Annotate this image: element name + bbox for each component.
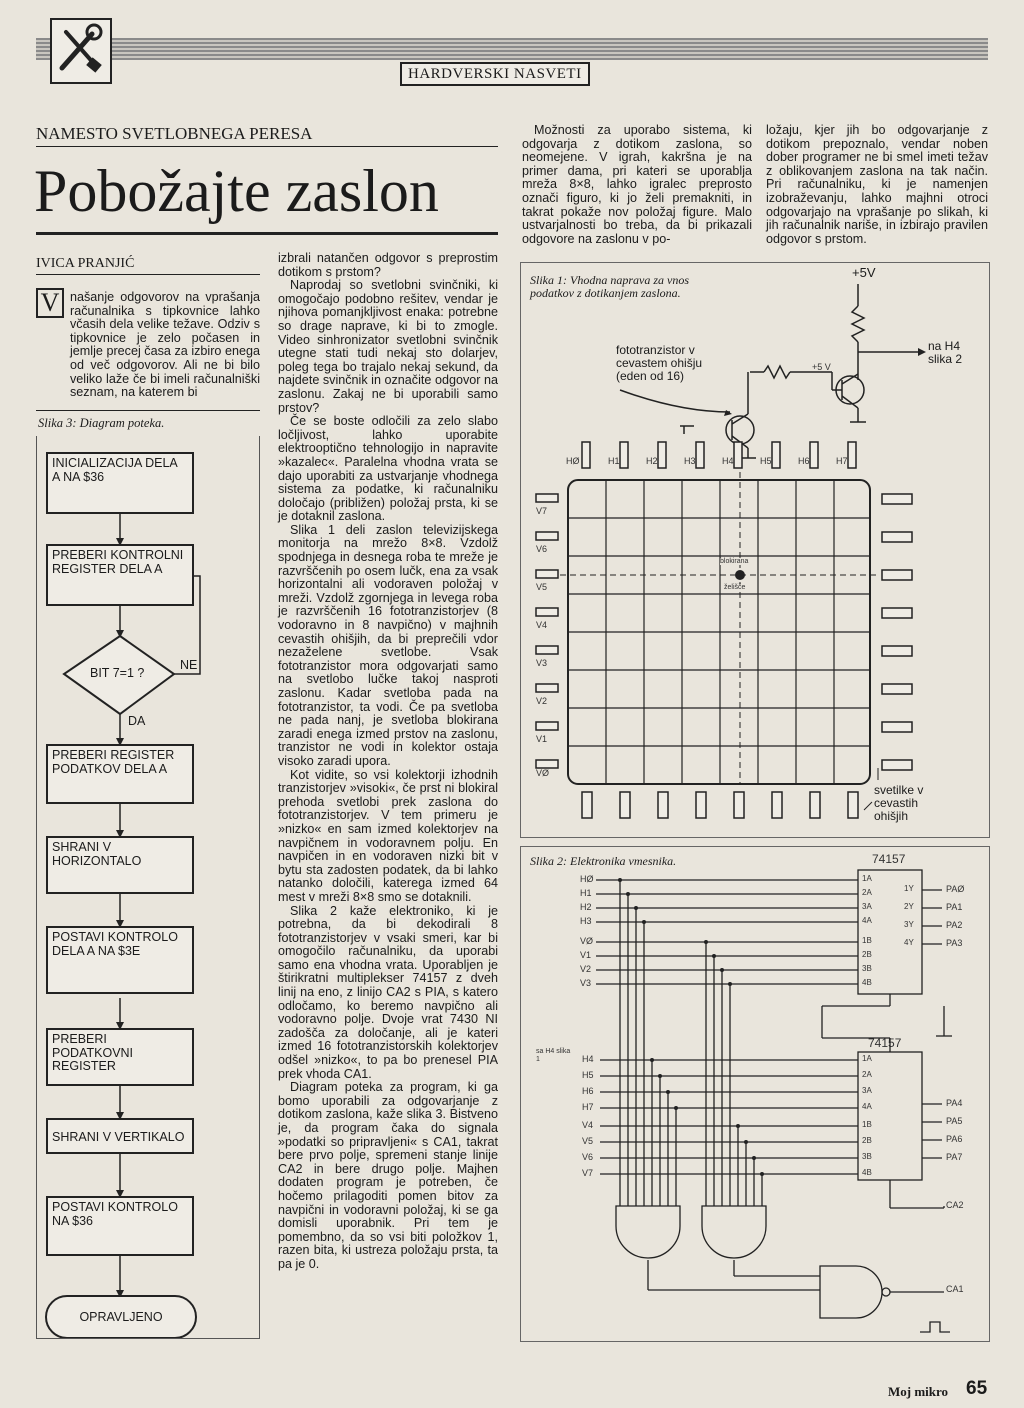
fig2-out-pa7: PA7 <box>946 1152 963 1162</box>
fig2-pin-4b: 4B <box>862 978 872 987</box>
footer-page-number: 65 <box>966 1378 988 1399</box>
article-col4: ložaju, kjer jih bo odgovarjanje z dotikom prepoznalo, vendar noben dober programer ne bi smel imeti težav z oblikovanjem zaslona na tak način. Pri računalniku, ki je namenjen izobraževanju, lahko majhni otroci odgovarjajo na vprašanje po slikah, ki jih računalnik nariše, in izbirajo pravilen odgovor s prstom. <box>766 123 988 246</box>
fig2-in-h1: H1 <box>580 888 592 898</box>
fig2-pin2-2a: 2A <box>862 1070 872 1079</box>
fig3-rule <box>36 410 260 411</box>
fig2-pin-3y: 3Y <box>904 920 914 929</box>
flow-box-2: PREBERI KONTROLNI REGISTER DELA A <box>46 544 194 606</box>
fig2-pin-2a: 2A <box>862 888 872 897</box>
fig1-v-label-4: V4 <box>536 620 548 630</box>
fig1-blocked: blokirana <box>720 558 749 565</box>
fig1-v-label-0: VØ <box>536 768 550 778</box>
fig1-h-label-6: H6 <box>798 456 810 466</box>
fig1-v-label-1: V1 <box>536 734 548 744</box>
fig2-in-v3: V3 <box>580 978 592 988</box>
fig1-h-label-1: H1 <box>608 456 620 466</box>
fig2-h4-note: sa H4 slika 1 <box>536 1048 571 1063</box>
fig2-chip-bottom-label: 74157 <box>868 1036 902 1050</box>
fig2-pin-1b: 1B <box>862 936 872 945</box>
article-col2: izbrali natančen odgovor s preprostim dotikom s prstom? Naprodaj so svetlobni svinčniki, ki omogočajo podobno rešitev, vendar je njihova pomanjkljivost enaka: potrebne so drage naprave, ki bi to zmogle. Video sinhronizator svetlobni svinčnik utegne stati tudi nekaj sto dolarjev, poleg tega bo trajalo nekaj sekund, da najdete svinčnik in označite odgovor na zaslonu. Zakaj ne bi uporabili samo prstov? Če se boste odločili za zelo slabo ločljivost, lahko uporabite elektrooptično tehnologijo in napravite »kazalec«. Paralelna vhodna vrata se dajo uporabiti za ustvarjanje vhodnega sistema za podatke, ki računalniku določajo (približen) položaj prsta, ki se je dotaknil zaslona. Slika 1 deli zaslon televizijskega monitorja na mrežo 8×8. Vzdolž spodnjega in desnega roba te mreže je razvrščenih po osem lučk, ena za vsak horizontalni ali vodoraven položaj v mreži. Vzdolž zgornjega in levega roba je razvrščenih 16 fototranzistorjev (8 vodoravno in 8 navpično) v majhnih cevastih ohišjih, da bi preprečili vdor nezaželene svetlobe. Vsak fototranzistor mora odgovarjati samo na svetlobo lučke takoj nasproti zaslonu. Kadar svetloba pada na fototranzistor, ta vodi. Če pa svetloba ne pada nanj, je svetloba blokirana zaradi enega izmed prstov na zaslonu, tranzistor ne vodi in kolektor ostaja visoko zaradi upora. Kot vidite, so vsi kolektorji izhodnih tranzistorjev »visoki«, če prst ni blokiral prehoda svetlobi prek zaslona do fototranzistorjev. V tem primeru je »nizko« en sam izmed kolektorjev na navpičnem in vodoravnem polju. En navpičen in en vodoraven nizki bit v bytu sta zadosten podatek, da bi lahko natanko določili, katerega izmed 64 mest v mreži 8×8 smo se dotaknili. Slika 2 kaže elektroniko, ki je potrebna, da bi dekodirali 8 fototranzistorjev v vsaki smeri, kar bi omogočilo računalniku, da uporabi samo ena vhodna vrata. Uporabljen je štirikratni multiplekser 74157 z dveh linij na eno, z linijo CA2 s PIA, s katero odločamo, ko beremo navpično ali vodoravno polje. Dvoje vrat 7430 NI zadošča za določanje, ali je kateri izmed 16 fototranzistorskih kolektorjev odšel »nizko«, to pa bo prenesel PIA prek vhoda CA1. Diagram poteka za program, ki ga bomo uporabili za odgovarjanje z dotikom zaslona, kaže slika 3. Bistveno je, da program čaka do signala »podatki so pripravljeni« s CA1, takrat bere prvo polje, spremeni stanje linije CA2 in bere drugo polje. Majhen dodaten program je potreben, če hočemo prilagoditi pomen bitov za navpični in vodoravni položaj, ki se ga domisli uporabnik. Pri tem je pomembno, da so vsi biti položkov 1, razen bita, ki ustreza položaju prsta, ta pa je 0. <box>278 251 498 1271</box>
fig2-in-v2: V2 <box>580 964 592 974</box>
fig2-in-v6: V6 <box>582 1152 594 1162</box>
fig2-in-v4: V4 <box>582 1120 594 1130</box>
fig2-pin-2y: 2Y <box>904 902 914 911</box>
fig1-v-label-5: V5 <box>536 582 548 592</box>
fig2-pin-2b: 2B <box>862 950 872 959</box>
fig1-out-label: na H4 slika 2 <box>928 339 963 366</box>
fig2-out-pa2: PA2 <box>946 920 963 930</box>
fig2-pin2-2b: 2B <box>862 1136 872 1145</box>
fig2-in-h5: H5 <box>582 1070 594 1080</box>
flow-end: OPRAVLJENO <box>79 1310 163 1324</box>
fig2-caption: Slika 2: Elektronika vmesnika. <box>530 854 677 868</box>
fig2-in-h7: H7 <box>582 1102 594 1112</box>
fig2-in-v7: V7 <box>582 1168 594 1178</box>
fig2-in-v5: V5 <box>582 1136 594 1146</box>
fig2-pin-4a: 4A <box>862 916 872 925</box>
fig2-out-pa1: PA1 <box>946 902 963 912</box>
tools-logo-icon <box>50 18 112 84</box>
flow-no: NE <box>180 658 198 672</box>
fig1-v-label-2: V2 <box>536 696 548 706</box>
fig2-out-pa5: PA5 <box>946 1116 963 1126</box>
flow-box-6: PREBERI PODATKOVNI REGISTER <box>46 1028 194 1086</box>
fig1-caption: Slika 1: Vhodna naprava za vnos podatkov z dotikanjem zaslona. <box>530 273 689 300</box>
fig1-h-label-0: HØ <box>566 456 580 466</box>
fig2-in-h0: HØ <box>580 874 594 884</box>
article-col3: Možnosti za uporabo sistema, ki odgovarja z dotikom zaslona, so neomejene. V igrah, kakršna je na primer dama, pri kateri se uporablja mreža 8×8, lahko igralec preprosto označi figuro, ki jo želi premakniti, in takrat pokaže nov položaj figure. Malo ustvarjalnosti bo treba, da bi prikazali odgovore na zaslonu v po- <box>522 123 752 246</box>
fig1-schematic <box>520 262 988 836</box>
fig2-in-v0: VØ <box>580 936 594 946</box>
page-title: Pobožajte zaslon <box>34 158 439 224</box>
fig2-in-h3: H3 <box>580 916 592 926</box>
fig1-vcc-small: +5 V <box>812 362 831 372</box>
fig2-in-h6: H6 <box>582 1086 594 1096</box>
kicker-rule <box>36 146 498 147</box>
fig2-in-h4: H4 <box>582 1054 594 1064</box>
flow-box-5: POSTAVI KONTROLO DELA A NA $3E <box>46 926 194 994</box>
flow-box-8: POSTAVI KONTROLO NA $36 <box>46 1196 194 1256</box>
fig2-chip-top-label: 74157 <box>872 852 906 866</box>
fig1-lamp-note: svetilke v cevastih ohišjih <box>874 783 924 823</box>
flow-box-1: INICIALIZACIJA DELA A NA $36 <box>46 452 194 514</box>
flow-yes: DA <box>128 714 146 728</box>
fig2-in-v1: V1 <box>580 950 592 960</box>
fig2-pin-1y: 1Y <box>904 884 914 893</box>
fig2-pin2-4b: 4B <box>862 1168 872 1177</box>
fig1-v-label-6: V6 <box>536 544 548 554</box>
fig1-h-label-7: H7 <box>836 456 848 466</box>
section-label: HARDVERSKI NASVETI <box>400 62 590 86</box>
fig1-h-label-5: H5 <box>760 456 772 466</box>
fig3-caption: Slika 3: Diagram poteka. <box>38 416 165 430</box>
kicker: NAMESTO SVETLOBNEGA PERESA <box>36 124 313 143</box>
flow-decision: BIT 7=1 ? <box>90 666 145 680</box>
fig2-pin2-3a: 3A <box>862 1086 872 1095</box>
fig2-ca2: CA2 <box>946 1200 964 1210</box>
header-bar <box>36 38 988 60</box>
article-col1: našanje odgovorov na vprašanja računalnika s tipkovnice lahko včasih dela velike težave. Odziv s tipkovnice je zelo počasen in jemlje precej časa za izbiro enega od več odgovorov. Ali ne bi bilo veliko laže če bi imeli računalniški seznam, na katerem bi <box>70 290 260 400</box>
fig1-h-label-2: H2 <box>646 456 658 466</box>
fig2-pin-3a: 3A <box>862 902 872 911</box>
fig2-in-h2: H2 <box>580 902 592 912</box>
fig2-pin-1a: 1A <box>862 874 872 883</box>
fig1-vcc: +5V <box>852 265 876 280</box>
title-rule <box>36 232 498 235</box>
fig2-pin2-3b: 3B <box>862 1152 872 1161</box>
fig2-pin-4y: 4Y <box>904 938 914 947</box>
footer-magazine: Moj mikro <box>888 1384 949 1399</box>
fig2-pin2-1a: 1A <box>862 1054 872 1063</box>
flow-box-4: SHRANI V HORIZONTALO <box>46 836 194 894</box>
fig1-h-label-3: H3 <box>684 456 696 466</box>
flow-box-3: PREBERI REGISTER PODATKOV DELA A <box>46 744 194 804</box>
fig1-h-label-4: H4 <box>722 456 734 466</box>
fig2-ca1: CA1 <box>946 1284 964 1294</box>
fig1-phototransistor-note: fototranzistor v cevastem ohišju (eden od 16) <box>616 343 703 383</box>
fig1-v-label-7: V7 <box>536 506 548 516</box>
author: IVICA PRANJIĆ <box>36 256 135 271</box>
fig2-out-pa6: PA6 <box>946 1134 963 1144</box>
author-rule <box>36 274 260 275</box>
fig2-out-pa3: PA3 <box>946 938 963 948</box>
fig2-out-pa0: PAØ <box>946 884 965 894</box>
flow-box-7: SHRANI V VERTIKALO <box>46 1118 194 1154</box>
fig2-pin2-4a: 4A <box>862 1102 872 1111</box>
dropcap: V <box>36 288 64 318</box>
fig2-pin-3b: 3B <box>862 964 872 973</box>
fig1-cell: želišče <box>724 584 746 591</box>
fig1-v-label-3: V3 <box>536 658 548 668</box>
fig2-out-pa4: PA4 <box>946 1098 963 1108</box>
fig2-pin2-1b: 1B <box>862 1120 872 1129</box>
